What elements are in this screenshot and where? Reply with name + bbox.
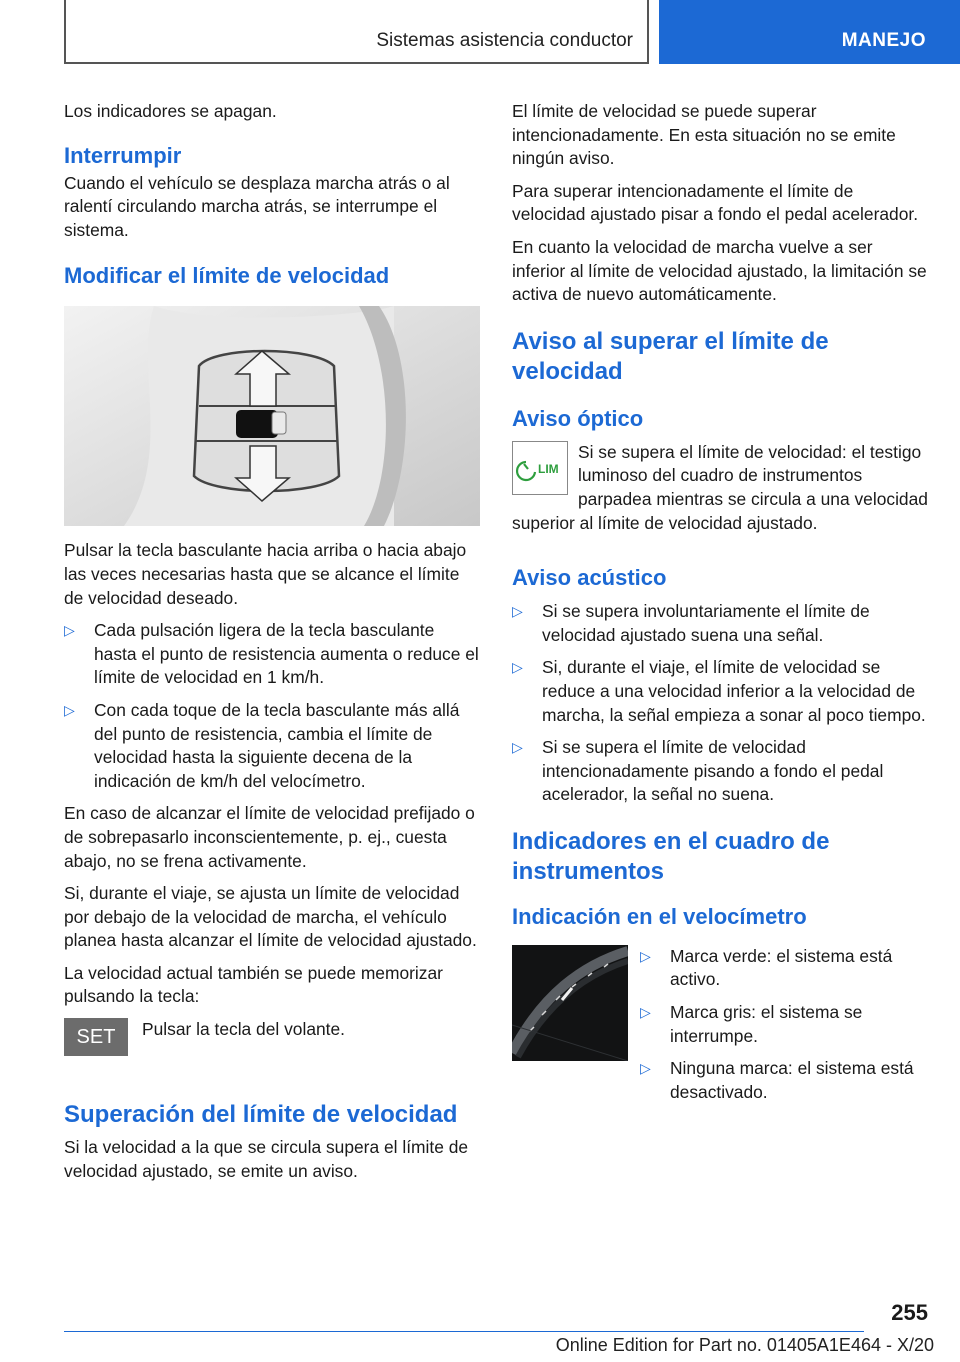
- bullet-text: Cada pulsación ligera de la tecla basculante hasta el punto de resistencia aumenta o reduce el límite de velocidad en 1 km/h.: [94, 620, 479, 688]
- paragraph-superacion: Si la velocidad a la que se circula supera el límite de velocidad ajustado, se emite un aviso.: [64, 1137, 469, 1181]
- triangle-bullet-icon: ▷: [640, 1060, 651, 1077]
- bullet-text: Marca gris: el sistema se interrumpe.: [670, 1002, 863, 1046]
- paragraph-superar-intencionadamente: El límite de velocidad se puede superar intencionadamente. En esta situación no se emite ningún aviso.: [512, 101, 896, 169]
- header-section-box: [64, 0, 649, 64]
- paragraph-pulsar-tecla: Pulsar la tecla basculante hacia arriba o hacia abajo las veces necesarias hasta que se alcance el límite de velocidad deseado.: [64, 540, 467, 608]
- speedometer-image: [512, 945, 628, 1061]
- velocimetro-bullets: [640, 945, 930, 1114]
- bullet-text: Si, durante el viaje, el límite de velocidad se reduce a una velocidad inferior a la velocidad de marcha, la señal empieza a sonar al poco tiempo.: [542, 657, 926, 725]
- paragraph-limitacion-activa: En cuanto la velocidad de marcha vuelve a ser inferior al límite de velocidad ajustado, la limitación se activa de nuevo automáticamente.: [512, 236, 927, 305]
- triangle-bullet-icon: ▷: [640, 947, 651, 964]
- bullet-item: [512, 736, 930, 807]
- bullet-item: [64, 619, 480, 690]
- paragraph-indicators-off: Los indicadores se apagan.: [64, 101, 277, 121]
- bullet-item: [512, 656, 930, 727]
- aviso-optico-block: [512, 441, 930, 544]
- bullet-text: Si se supera involuntariamente el límite de velocidad ajustado suena una señal.: [542, 601, 870, 645]
- heading-indicacion-velocimetro: Indicación en el velocímetro: [512, 903, 807, 929]
- bullet-text: Con cada toque de la tecla basculante más allá del punto de resistencia, cambia el límite de velocidad hasta la siguiente decena de la indicación de km/h del velocímetro.: [94, 699, 460, 791]
- heading-aviso-acustico: Aviso acústico: [512, 565, 667, 591]
- set-key-icon: SET: [64, 1018, 128, 1056]
- heading-indicadores-cuadro: Indicadores en el cuadro de instrumentos: [512, 827, 830, 885]
- heading-interrumpir: Interrumpir: [64, 142, 182, 168]
- triangle-bullet-icon: ▷: [512, 739, 523, 756]
- bullet-text: Marca verde: el sistema está activo.: [670, 945, 893, 990]
- header-section-title: Sistemas asistencia conductor: [376, 30, 633, 51]
- paragraph-pulsar-volante: Pulsar la tecla del volante.: [142, 1019, 346, 1040]
- paragraph-aviso-optico: Si se supera el límite de velocidad: el testigo luminoso del cuadro de instrumentos parpadea mientras se circula a una velocidad superior al límite de velocidad ajustado.: [512, 441, 928, 533]
- velocimetro-block: [512, 945, 930, 1114]
- triangle-bullet-icon: ▷: [640, 1004, 651, 1021]
- bullet-text: Si se supera el límite de velocidad intencionadamente pisando a fondo el pedal acelerador, la señal no suena.: [542, 737, 884, 805]
- heading-aviso-optico: Aviso óptico: [512, 405, 644, 431]
- set-key-instruction: [64, 1018, 480, 1078]
- heading-aviso-superar: Aviso al superar el límite de velocidad: [512, 327, 829, 385]
- triangle-bullet-icon: ▷: [64, 701, 75, 718]
- header-chapter-tab: [659, 0, 960, 64]
- bullet-item: [640, 1001, 930, 1048]
- heading-superacion-limite: Superación del límite de velocidad: [64, 1101, 458, 1129]
- bullet-item: [640, 945, 930, 992]
- bullet-item: [64, 699, 480, 793]
- triangle-bullet-icon: ▷: [64, 622, 75, 639]
- triangle-bullet-icon: ▷: [512, 603, 523, 620]
- steering-wheel-rocker-image: [64, 306, 480, 526]
- footer-edition: Online Edition for Part no. 01405A1E464 - X/20: [555, 1335, 934, 1355]
- paragraph-pisar-acelerador: Para superar intencionadamente el límite de velocidad ajustado pisar a fondo el pedal acelerador.: [512, 180, 919, 225]
- speed-limiter-warning-icon: [512, 441, 568, 495]
- paragraph-durante-viaje: Si, durante el viaje, se ajusta un límite de velocidad por debajo de la velocidad de marcha, el vehículo planea hasta alcanzar el límite de velocidad ajustado.: [64, 883, 477, 951]
- bullet-item: [512, 600, 930, 647]
- bullet-text: Ninguna marca: el sistema está desactivado.: [670, 1058, 914, 1102]
- heading-modificar-limite: Modificar el límite de velocidad: [64, 263, 390, 289]
- paragraph-interrumpir: Cuando el vehículo se desplaza marcha atrás o al ralentí circulando marcha atrás, se interrumpe el sistema.: [64, 172, 450, 240]
- paragraph-alcanzar-limite: En caso de alcanzar el límite de velocidad prefijado o de sobrepasarlo inconscientemente, p. ej., cuesta abajo, no se frena activamente.: [64, 803, 475, 871]
- right-column: [512, 100, 930, 1113]
- bullet-item: [640, 1057, 930, 1104]
- footer-divider: [64, 1331, 864, 1332]
- header-chapter-title: MANEJO: [841, 30, 926, 51]
- triangle-bullet-icon: ▷: [512, 659, 523, 676]
- left-column: [64, 100, 480, 1192]
- paragraph-velocidad-actual: La velocidad actual también se puede memorizar pulsando la tecla:: [64, 962, 443, 1007]
- lim-label: LIM: [538, 461, 559, 476]
- page-number: 255: [891, 1300, 928, 1325]
